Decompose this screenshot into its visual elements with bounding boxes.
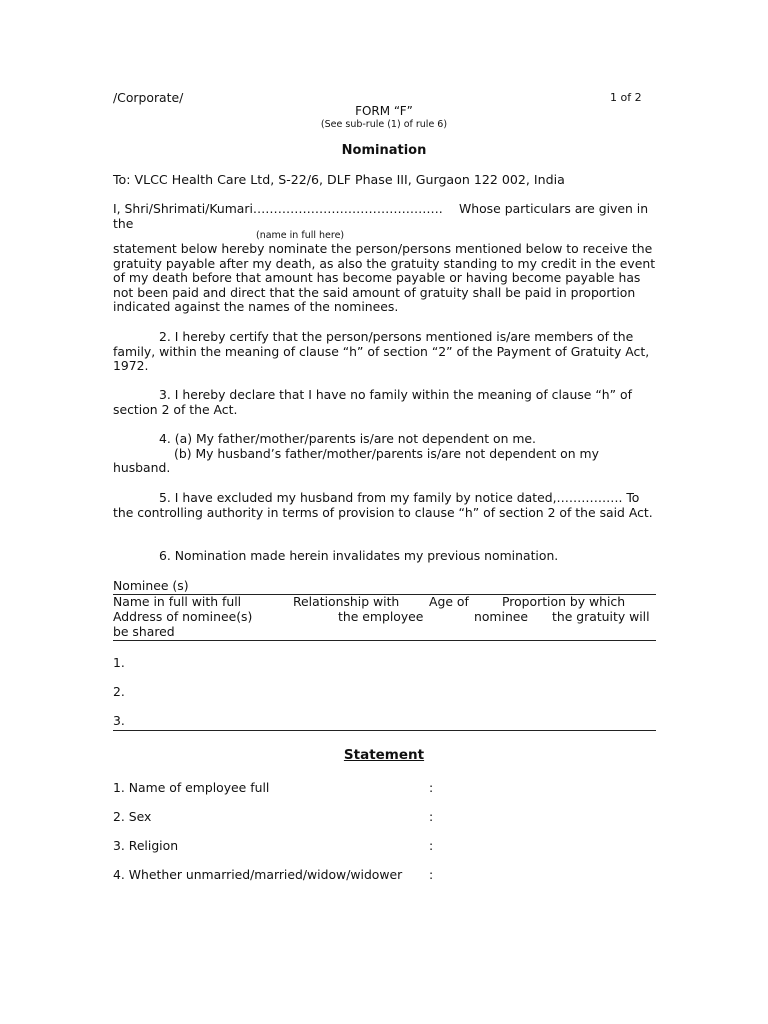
- header-proportion: Proportion by which: [502, 594, 626, 609]
- statement-colon: :: [429, 838, 434, 853]
- nominee-row-2: 2.: [113, 684, 125, 699]
- sub-rule-note: (See sub-rule (1) of rule 6): [320, 119, 448, 130]
- statement-item-religion: 3. Religion: [113, 838, 179, 853]
- paragraph-excluded: 5. I have excluded my husband from my family by notice dated,……………. To the controlling authority in terms of provision to clause “h” of section 2 of the said Act.: [113, 490, 653, 520]
- paragraph-certify: 2. I hereby certify that the person/persons mentioned is/are members of the family, within the meaning of clause “h” of section “2” of the Payment of Gratuity Act, 1972.: [113, 329, 650, 374]
- header-relationship-2: the employee: [338, 609, 424, 624]
- paragraph-dependents-a: 4. (a) My father/mother/parents is/are not dependent on me.: [159, 431, 536, 446]
- header-age: Age of: [429, 594, 469, 609]
- statement-colon: :: [429, 867, 434, 882]
- form-title: FORM “F”: [355, 104, 413, 118]
- statement-colon: :: [429, 809, 434, 824]
- nominee-row-1: 1.: [113, 655, 125, 670]
- header-name-address: Name in full with full: [113, 594, 242, 609]
- header-relationship: Relationship with: [293, 594, 400, 609]
- statement-item-marital: 4. Whether unmarried/married/widow/widower: [113, 867, 403, 882]
- the-text: the: [113, 216, 134, 231]
- header-proportion-2: the gratuity will: [552, 609, 650, 624]
- paragraph-invalidates: 6. Nomination made herein invalidates my previous nomination.: [159, 548, 559, 563]
- header-age-2: nominee: [474, 609, 529, 624]
- statement-colon: :: [429, 780, 434, 795]
- paragraph-declare: 3. I hereby declare that I have no family within the meaning of clause “h” of section 2 of the Act.: [113, 387, 632, 417]
- nominee-row-3: 3.: [113, 713, 125, 728]
- statement-heading: Statement: [343, 747, 425, 763]
- name-hint: (name in full here): [256, 230, 345, 241]
- header-name-address-2: Address of nominee(s): [113, 609, 253, 624]
- corporate-label: /Corporate/: [113, 90, 184, 105]
- page-number: 1 of 2: [610, 91, 642, 104]
- paragraph-nomination: statement below hereby nominate the person/persons mentioned below to receive the gratuity payable after my death, as also the gratuity standing to my credit in the event of my death before that amount has become payable or having become payable has not been paid and direct that the said amount of gratuity shall be paid in proportion indicated against the names of the nominees.: [113, 241, 656, 315]
- statement-item-name: 1. Name of employee full: [113, 780, 270, 795]
- paragraph-dependents: [113, 432, 658, 476]
- statement-item-sex: 2. Sex: [113, 809, 152, 824]
- nomination-heading: Nomination: [341, 143, 427, 158]
- paragraph-dependents-b: (b) My husband’s father/mother/parents is/are not dependent on my husband.: [113, 445, 599, 476]
- nominee-section-title: Nominee (s): [113, 578, 189, 593]
- declarant-name-line: I, Shri/Shrimati/Kumari……………………………………….: [113, 201, 443, 216]
- header-be-shared: be shared: [113, 624, 175, 639]
- table-bottom-rule: [113, 730, 656, 731]
- addressee-line: To: VLCC Health Care Ltd, S-22/6, DLF Phase III, Gurgaon 122 002, India: [113, 172, 565, 187]
- particulars-text: Whose particulars are given in: [459, 201, 649, 216]
- table-header-rule: [113, 640, 656, 641]
